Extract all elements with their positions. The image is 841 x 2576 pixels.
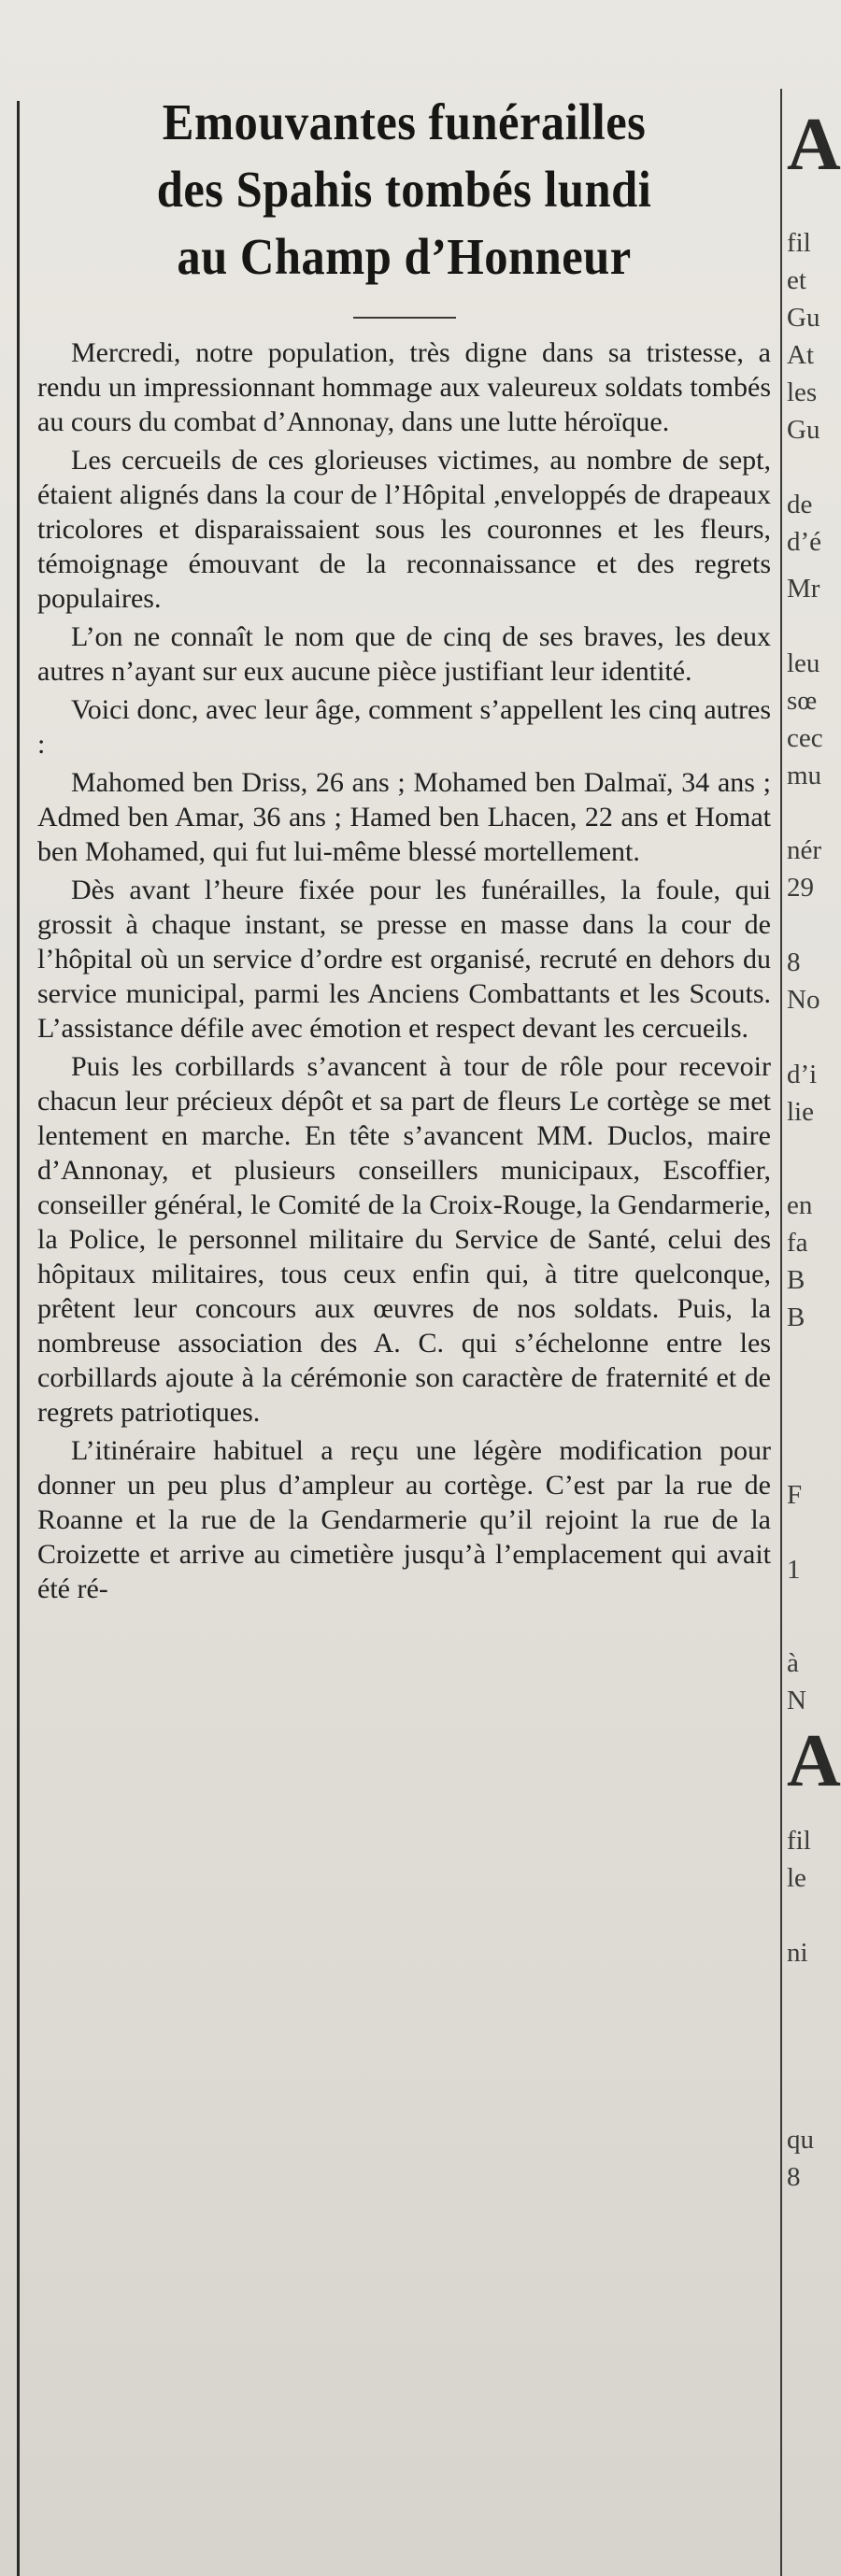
adjacent-fragment: de [787,490,813,519]
adjacent-fragment: A [787,104,841,186]
adjacent-fragment: d’i [787,1060,818,1089]
adjacent-fragment: ni [787,1938,808,1968]
adjacent-fragment: et [787,265,806,295]
adjacent-fragment: à [787,1648,799,1678]
headline-line: Emouvantes funérailles [162,93,647,150]
adjacent-fragment: nér [787,835,822,865]
paragraph: Mercredi, notre population, très digne dans sa tristesse, a rendu un impressionnant hommage aux valeureux soldats tombés au cours du combat d’Annonay, dans une lutte héroïque. [37,337,771,437]
adjacent-fragment: fil [787,1826,811,1856]
adjacent-fragment: At [787,340,814,370]
adjacent-fragment: Gu [787,415,820,445]
adjacent-fragment: fa [787,1228,808,1258]
adjacent-fragment: sœ [787,686,818,716]
headline [66,89,741,291]
adjacent-fragment: No [787,985,820,1015]
adjacent-fragment: d’é [787,527,822,557]
adjacent-column-fragments [787,103,841,2196]
paragraph: Voici donc, avec leur âge, comment s’appellent les cinq autres : [37,694,771,760]
adjacent-fragment: en [787,1190,813,1220]
adjacent-fragment: qu [787,2125,814,2155]
adjacent-fragment: B [787,1265,805,1295]
adjacent-fragment: les [787,377,818,407]
adjacent-fragment: 8 [787,947,801,977]
paragraph: Mahomed ben Driss, 26 ans ; Mohamed ben Dalmaï, 34 ans ; Admed ben Amar, 36 ans ; Hamed ben Lhacen, 22 ans et Homat ben Mohamed, qui fut lui-même blessé mortellement. [37,767,771,867]
paragraph: Les cercueils de ces glorieuses victimes, au nombre de sept, étaient alignés dans la cour de l’Hôpital ,enveloppés de drapeaux tricolores et disparaissaient sous les couronnes et les fleurs, témoignage émouvant de la reconnaissance et des regrets populaires. [37,445,771,614]
adjacent-fragment: Gu [787,303,820,333]
paragraph: Puis les corbillards s’avancent à tour de rôle pour recevoir chacun leur précieux dépôt et sa part de fleurs Le cortège se met lentement en marche. En tête s’avancent MM. Duclos, maire d’Annonay, et plusieurs conseillers municipaux, Escoffier, conseiller général, le Comité de la Croix-Rouge, la Gendarmerie, la Police, le personnel militaire du Service de Santé, celui des hôpitaux militaires, tous ceux enfin qui, à titre quelconque, prêtent leur concours aux œuvres de nos soldats. Puis, la nombreuse association des A. C. qui s’échelonne entre les corbillards ajoute à la cérémonie son caractère de fraternité et de regrets patriotiques. [37,1051,771,1428]
adjacent-fragment: N [787,1686,806,1715]
adjacent-fragment: F [787,1480,803,1510]
article [37,89,771,1610]
adjacent-fragment: lie [787,1097,814,1127]
adjacent-fragment: Mr [787,574,820,604]
adjacent-fragment: mu [787,761,822,790]
headline-line: des Spahis tombés lundi [156,161,652,218]
paragraph: L’itinéraire habituel a reçu une légère modification pour donner un peu plus d’ampleur au cortège. C’est par la rue de Roanne et la rue de la Gendarmerie qu’il rejoint la rue de la Croizette et arrive au cimetière jusqu’à l’emplacement qui avait été ré- [37,1435,771,1604]
paragraph: Dès avant l’heure fixée pour les funérailles, la foule, qui grossit à chaque instant, se presse en masse dans la cour de l’hôpital où un service d’ordre est organisé, recruté en dehors du service municipal, parmi les Anciens Combattants et les Scouts. L’assistance défile avec émotion et respect devant les cercueils. [37,875,771,1044]
column-rule-right [780,89,782,2576]
adjacent-fragment: A [787,1720,841,1802]
headline-line: au Champ d’Honneur [177,228,632,285]
adjacent-fragment: le [787,1863,806,1893]
adjacent-fragment: fil [787,228,811,258]
adjacent-fragment: 8 [787,2162,801,2192]
adjacent-fragment: cec [787,723,823,753]
paragraph: L’on ne connaît le nom que de cinq de ses braves, les deux autres n’ayant sur eux aucune pièce justifiant leur identité. [37,621,771,687]
adjacent-fragment: 29 [787,873,814,903]
adjacent-fragment: leu [787,648,820,678]
column-rule-left [17,101,20,2576]
headline-divider [353,317,456,319]
adjacent-fragment: B [787,1302,805,1332]
article-body [37,335,771,1606]
adjacent-fragment: 1 [787,1555,801,1585]
